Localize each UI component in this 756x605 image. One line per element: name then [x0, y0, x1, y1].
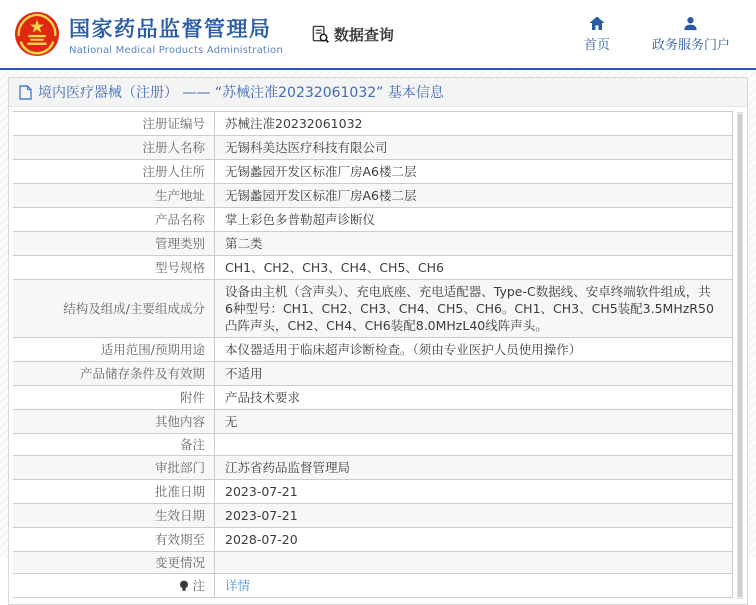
- row-value: [215, 280, 732, 337]
- row-label-text: 产品名称: [154, 212, 205, 227]
- row-value: [215, 232, 732, 255]
- table-row: [13, 338, 732, 362]
- row-value-text: 无锡蠡园开发区标准厂房A6楼二层: [225, 164, 417, 179]
- row-value-text: 无锡科美达医疗科技有限公司: [225, 140, 388, 155]
- row-label-text: 管理类别: [154, 236, 205, 251]
- table-row: [13, 112, 732, 136]
- row-value-text: 设备由主机（含声头）、充电底座、充电适配器、Type-C数据线、安卓终端软件组成，共 6种型号：CH1、CH2、CH3、CH4、CH5、CH6。CH1、CH3、CH5装配3.5MHzR50凸阵声头，CH2、CH4、CH6装配8.0MHzL40线阵声头。: [225, 284, 714, 333]
- nav-home-label: 首页: [583, 37, 610, 53]
- table-row: [13, 552, 732, 574]
- table-row: [13, 456, 732, 480]
- document-icon: [19, 85, 32, 100]
- row-label-text: 其他内容: [154, 414, 205, 429]
- row-label: [13, 256, 215, 279]
- row-value: [215, 112, 732, 135]
- row-label: [13, 480, 215, 503]
- note-icon: [179, 580, 189, 592]
- row-value-text: 无: [225, 414, 238, 429]
- data-query-module: [311, 24, 394, 45]
- info-table: [13, 111, 733, 598]
- row-label-text: 产品储存条件及有效期: [79, 366, 205, 381]
- row-label-text: 注册证编号: [142, 116, 205, 131]
- table-row: [13, 410, 732, 434]
- detail-card: [8, 77, 748, 605]
- user-icon: [683, 16, 698, 31]
- row-value-text: 不适用: [225, 366, 263, 381]
- row-label: [13, 208, 215, 231]
- row-value-text: 江苏省药品监督管理局: [225, 460, 351, 475]
- row-label: [13, 280, 215, 337]
- table-row: [13, 574, 732, 598]
- row-label-text: 注册人名称: [142, 140, 205, 155]
- row-label-text: 变更情况: [154, 555, 205, 570]
- row-label-text: 备注: [179, 437, 205, 452]
- row-label: [13, 528, 215, 551]
- row-value-text: 2023-07-21: [225, 508, 298, 523]
- table-row: [13, 280, 732, 338]
- row-value: [215, 552, 732, 573]
- row-value: [215, 480, 732, 503]
- table-row: [13, 362, 732, 386]
- row-value-text: 无锡蠡园开发区标准厂房A6楼二层: [225, 188, 417, 203]
- row-label-text: 审批部门: [154, 460, 205, 475]
- table-row: [13, 480, 732, 504]
- details-link[interactable]: 详情: [225, 578, 251, 593]
- row-label-text: 注册人住所: [142, 164, 205, 179]
- page-title: 境内医疗器械（注册） —— “苏械注准20232061032” 基本信息: [38, 85, 444, 101]
- row-label-text: 批准日期: [154, 484, 205, 499]
- row-label: [13, 504, 215, 527]
- card-title-bar: [9, 78, 747, 107]
- row-value: [215, 410, 732, 433]
- row-label-text: 有效期至: [154, 532, 205, 547]
- row-label: [13, 456, 215, 479]
- row-label-text: 生产地址: [154, 188, 205, 203]
- national-emblem-icon: [14, 11, 60, 57]
- table-row: [13, 528, 732, 552]
- row-label: [13, 362, 215, 385]
- row-value-text: 本仪器适用于临床超声诊断检查。（须由专业医护人员使用操作）: [225, 342, 582, 357]
- row-value: [215, 338, 732, 361]
- row-value: [215, 362, 732, 385]
- row-label: [13, 184, 215, 207]
- row-value: [215, 434, 732, 455]
- row-label: [13, 386, 215, 409]
- row-label: [13, 410, 215, 433]
- row-value: [215, 256, 732, 279]
- table-row: [13, 434, 732, 456]
- site-header: [0, 0, 756, 70]
- brand-subtitle-en: National Medical Products Administration: [69, 44, 283, 56]
- table-row: [13, 232, 732, 256]
- doc-search-icon: [311, 25, 330, 44]
- row-value: [215, 574, 732, 597]
- scrollbar[interactable]: [737, 112, 743, 599]
- brand-block: [69, 13, 283, 56]
- table-row: [13, 504, 732, 528]
- row-value: [215, 160, 732, 183]
- row-label: [13, 434, 215, 455]
- table-row: [13, 136, 732, 160]
- table-row: [13, 184, 732, 208]
- row-label: [13, 552, 215, 573]
- row-value-text: CH1、CH2、CH3、CH4、CH5、CH6: [225, 260, 444, 275]
- row-label: [13, 136, 215, 159]
- row-label: [13, 112, 215, 135]
- nav-gov-portal-label: 政务服务门户: [651, 37, 730, 53]
- nav-home[interactable]: [584, 16, 610, 53]
- row-value: [215, 504, 732, 527]
- nav-gov-portal[interactable]: [652, 16, 730, 53]
- row-value-text: 2028-07-20: [225, 532, 298, 547]
- row-label-text: 适用范围/预期用途: [100, 342, 205, 357]
- table-row: [13, 208, 732, 232]
- row-value: [215, 528, 732, 551]
- module-label: 数据查询: [333, 25, 394, 44]
- row-label-text: 结构及组成/主要组成成分: [63, 301, 205, 316]
- row-value-text: 苏械注准20232061032: [225, 116, 363, 131]
- row-label-text: 注: [192, 578, 205, 593]
- table-row: [13, 160, 732, 184]
- row-label: [13, 232, 215, 255]
- row-label: [13, 160, 215, 183]
- row-value-text: 产品技术要求: [225, 390, 301, 405]
- table-row: [13, 256, 732, 280]
- row-label-text: 生效日期: [154, 508, 205, 523]
- brand-title-cn: 国家药品监督管理局: [69, 16, 272, 41]
- row-label: [13, 574, 215, 597]
- row-label-text: 型号规格: [154, 260, 205, 275]
- row-value: [215, 184, 732, 207]
- row-value-text: 第二类: [225, 236, 263, 251]
- row-label: [13, 338, 215, 361]
- row-value-text: 2023-07-21: [225, 484, 298, 499]
- row-value: [215, 456, 732, 479]
- row-value: [215, 136, 732, 159]
- row-value: [215, 386, 732, 409]
- home-icon: [589, 16, 605, 31]
- row-value-text: 掌上彩色多普勒超声诊断仪: [225, 212, 376, 227]
- page-body: [0, 70, 756, 593]
- row-label-text: 附件: [179, 390, 205, 405]
- scrollbar-thumb[interactable]: [738, 114, 742, 597]
- table-row: [13, 386, 732, 410]
- row-value: [215, 208, 732, 231]
